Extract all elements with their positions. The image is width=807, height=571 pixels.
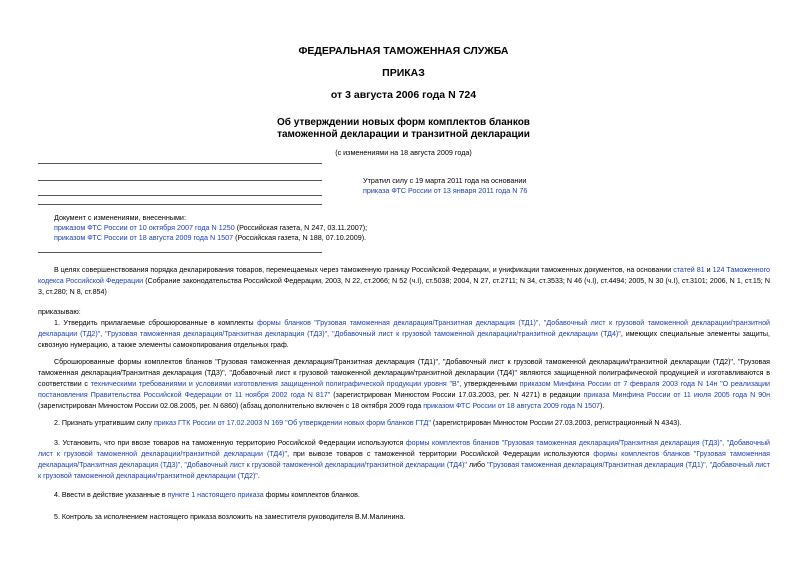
separator-rule	[38, 195, 322, 196]
separator-rule	[38, 180, 322, 181]
lost-force-link[interactable]: приказа ФТС России от 13 января 2011 года N 76	[363, 186, 528, 195]
paragraph-1-addition: Сброшюрованные формы комплектов бланков "Грузовая таможенная декларация/Транзитная декларация (ТД1)", "Добавочный лист к грузовой таможенной декларации/транзитной декларации (ТД2)", "Грузовая таможенная декларация/Транзитная декларация (ТД3)", "Добавочный лист к грузовой таможенной декларации/транзитной декларации (ТД4)" являются защищенной полиграфической продукцией и изготавливаются в соответствии с техническими требованиями и условиями изготовления защищенной полиграфической продукции уровня "В", утвержденными приказом Минфина России от 7 февраля 2003 года N 14н "О реализации постановления Правительства Российской Федерации от 11 ноября 2002 года N 817" (зарегистрирован Минюстом России 17.03.2003, рег. N 4271) в редакции приказа Минфина России от 11 июля 2005 года N 90н (зарегистрирован Минюстом России 02.08.2005, рег. N 6860) (абзац дополнительно включен с 18 октября 2009 года приказом ФТС России от 18 августа 2009 года N 1507).	[38, 358, 771, 410]
title-line-1: Об утверждении новых форм комплектов бланков	[277, 117, 530, 128]
order-word: приказываю:	[38, 307, 81, 316]
link-import-forms[interactable]: формы комплектов бланков "Грузовая таможенная декларация/Транзитная декларация (ТД3)", "Добавочный лист к грузовой таможенной декларации/транзитной декларации (ТД4)"	[38, 439, 771, 458]
amendment-item	[54, 223, 454, 233]
document-date-number: от 3 августа 2006 года N 724	[330, 89, 477, 101]
link-minfin-order-90n[interactable]: приказа Минфина России от 11 июля 2005 года N 90н	[583, 391, 771, 399]
document-title	[0, 117, 807, 141]
link-minfin-order-14n[interactable]: приказом Минфина России от 7 февраля 2003 года N 14н "О реализации постановления Правительства Российской Федерации от 11 ноября 2002 года N 817"	[38, 380, 771, 399]
amendment-link-1[interactable]: приказом ФТС России от 10 октября 2007 года N 1250	[54, 223, 235, 232]
amendment-source-1: (Российская газета, N 247, 03.11.2007);	[234, 223, 368, 232]
link-fts-order-1507[interactable]: приказом ФТС России от 18 августа 2009 года N 1507	[423, 402, 600, 410]
agency-name: ФЕДЕРАЛЬНАЯ ТАМОЖЕННАЯ СЛУЖБА	[298, 45, 509, 57]
amendment-link-2[interactable]: приказом ФТС России от 18 августа 2009 года N 1507	[54, 233, 234, 242]
amendments-intro: Документ с изменениями, внесенными:	[54, 213, 186, 222]
paragraph-3: 3. Установить, что при ввозе товаров на таможенную территорию Российской Федерации используются формы комплектов бланков "Грузовая таможенная декларация/Транзитная декларация (ТД3)", "Добавочный лист к грузовой таможенной декларации/транзитной декларации (ТД4)", при вывозе товаров с таможенной территории Российской Федерации используются формы комплектов бланков "Грузовая таможенная декларация/Транзитная декларация (ТД3)", "Добавочный лист к грузовой таможенной декларации/транзитной декларации (ТД4)" либо "Грузовая таможенная декларация/Транзитная декларация (ТД1)", "Добавочный лист к грузовой таможенной декларации/транзитной декларации (ТД2)".	[38, 439, 771, 480]
paragraph-1: 1. Утвердить прилагаемые сброшюрованные в комплекты формы бланков "Грузовая таможенная декларация/Транзитная декларация (ТД1)", "Добавочный лист к грузовой таможенной декларации/транзитной декларации (ТД2)", "Грузовая таможенная декларация/Транзитная декларация (ТД3)", "Добавочный лист к грузовой таможенной декларации/транзитной декларации (ТД4)", имеющих специальные элементы защиты, сквозную нумерацию, а также элементы самокопирования отдельных граф.	[38, 319, 770, 349]
preamble-paragraph: В целях совершенствования порядка декларирования товаров, перемещаемых через таможенную границу Российской Федерации, и унификации таможенных документов, на основании статей 81 и 124 Таможенного кодекса Российской Федерации (Собрание законодательства Российской Федерации, 2003, N 22, ст.2066; N 52 (ч.I), ст.5038; 2004, N 27, ст.2711; N 34, ст.3533; N 46 (ч.I), ст.4494; 2005, N 30 (ч.I), ст.3101; 2006, N 1, ст.15; N 3, ст.280; N 8, ст.854)	[38, 266, 771, 296]
link-technical-requirements[interactable]: техническими требованиями и условиями изготовления защищенной полиграфической продукции уровня "В"	[90, 380, 460, 388]
lost-force-text: Утратил силу с 19 марта 2011 года на основании	[363, 176, 527, 185]
link-form-blanks[interactable]: формы бланков "Грузовая таможенная декларация/Транзитная декларация (ТД1)", "Добавочный лист к грузовой таможенной декларации/транзитной декларации (ТД2)", "Грузовая таможенная декларация/Транзитная декларация (ТД3)", "Добавочный лист к грузовой таможенной декларации/транзитной декларации (ТД4)"	[38, 319, 770, 338]
lost-force-note	[363, 176, 643, 196]
paragraph-5: 5. Контроль за исполнением настоящего приказа возложить на заместителя руководителя В.М.Малинина.	[54, 513, 406, 521]
paragraph-2: 2. Признать утратившим силу приказ ГТК России от 17.02.2003 N 169 "Об утверждении новых форм бланков ГТД" (зарегистрирован Минюстом России 27.03.2003, регистрационный N 4343).	[54, 419, 682, 427]
amendment-item	[54, 233, 454, 243]
link-export-forms-td1[interactable]: "Грузовая таможенная декларация/Транзитная декларация (ТД1)", "Добавочный лист к грузовой таможенной декларации/транзитной декларации (ТД2)"	[38, 461, 770, 480]
separator-rule	[38, 163, 322, 164]
paragraph-4: 4. Ввести в действие указанные в пункте 1 настоящего приказа формы комплектов бланков.	[54, 491, 360, 499]
changes-note: (с изменениями на 18 августа 2009 года)	[335, 148, 472, 157]
title-line-2: таможенной декларации и транзитной декларации	[277, 129, 530, 140]
separator-rule	[38, 252, 322, 253]
document-type: ПРИКАЗ	[382, 67, 425, 79]
link-paragraph-1[interactable]: пункте 1 настоящего приказа	[167, 491, 264, 499]
amendments-block	[54, 213, 454, 243]
link-article-124[interactable]: 124 Таможенного кодекса Российской Федерации	[38, 266, 770, 285]
separator-rule	[38, 204, 322, 205]
link-export-forms-td3[interactable]: формы комплектов бланков "Грузовая таможенная декларация/Транзитная декларация (ТД3)", "Добавочный лист к грузовой таможенной декларации/транзитной декларации (ТД4)"	[38, 450, 771, 469]
link-article-81[interactable]: статей 81	[673, 266, 705, 274]
amendment-source-2: (Российская газета, N 188, 07.10.2009).	[233, 233, 367, 242]
link-gtk-order-169[interactable]: приказ ГТК России от 17.02.2003 N 169 "Об утверждении новых форм бланков ГТД"	[153, 419, 431, 427]
